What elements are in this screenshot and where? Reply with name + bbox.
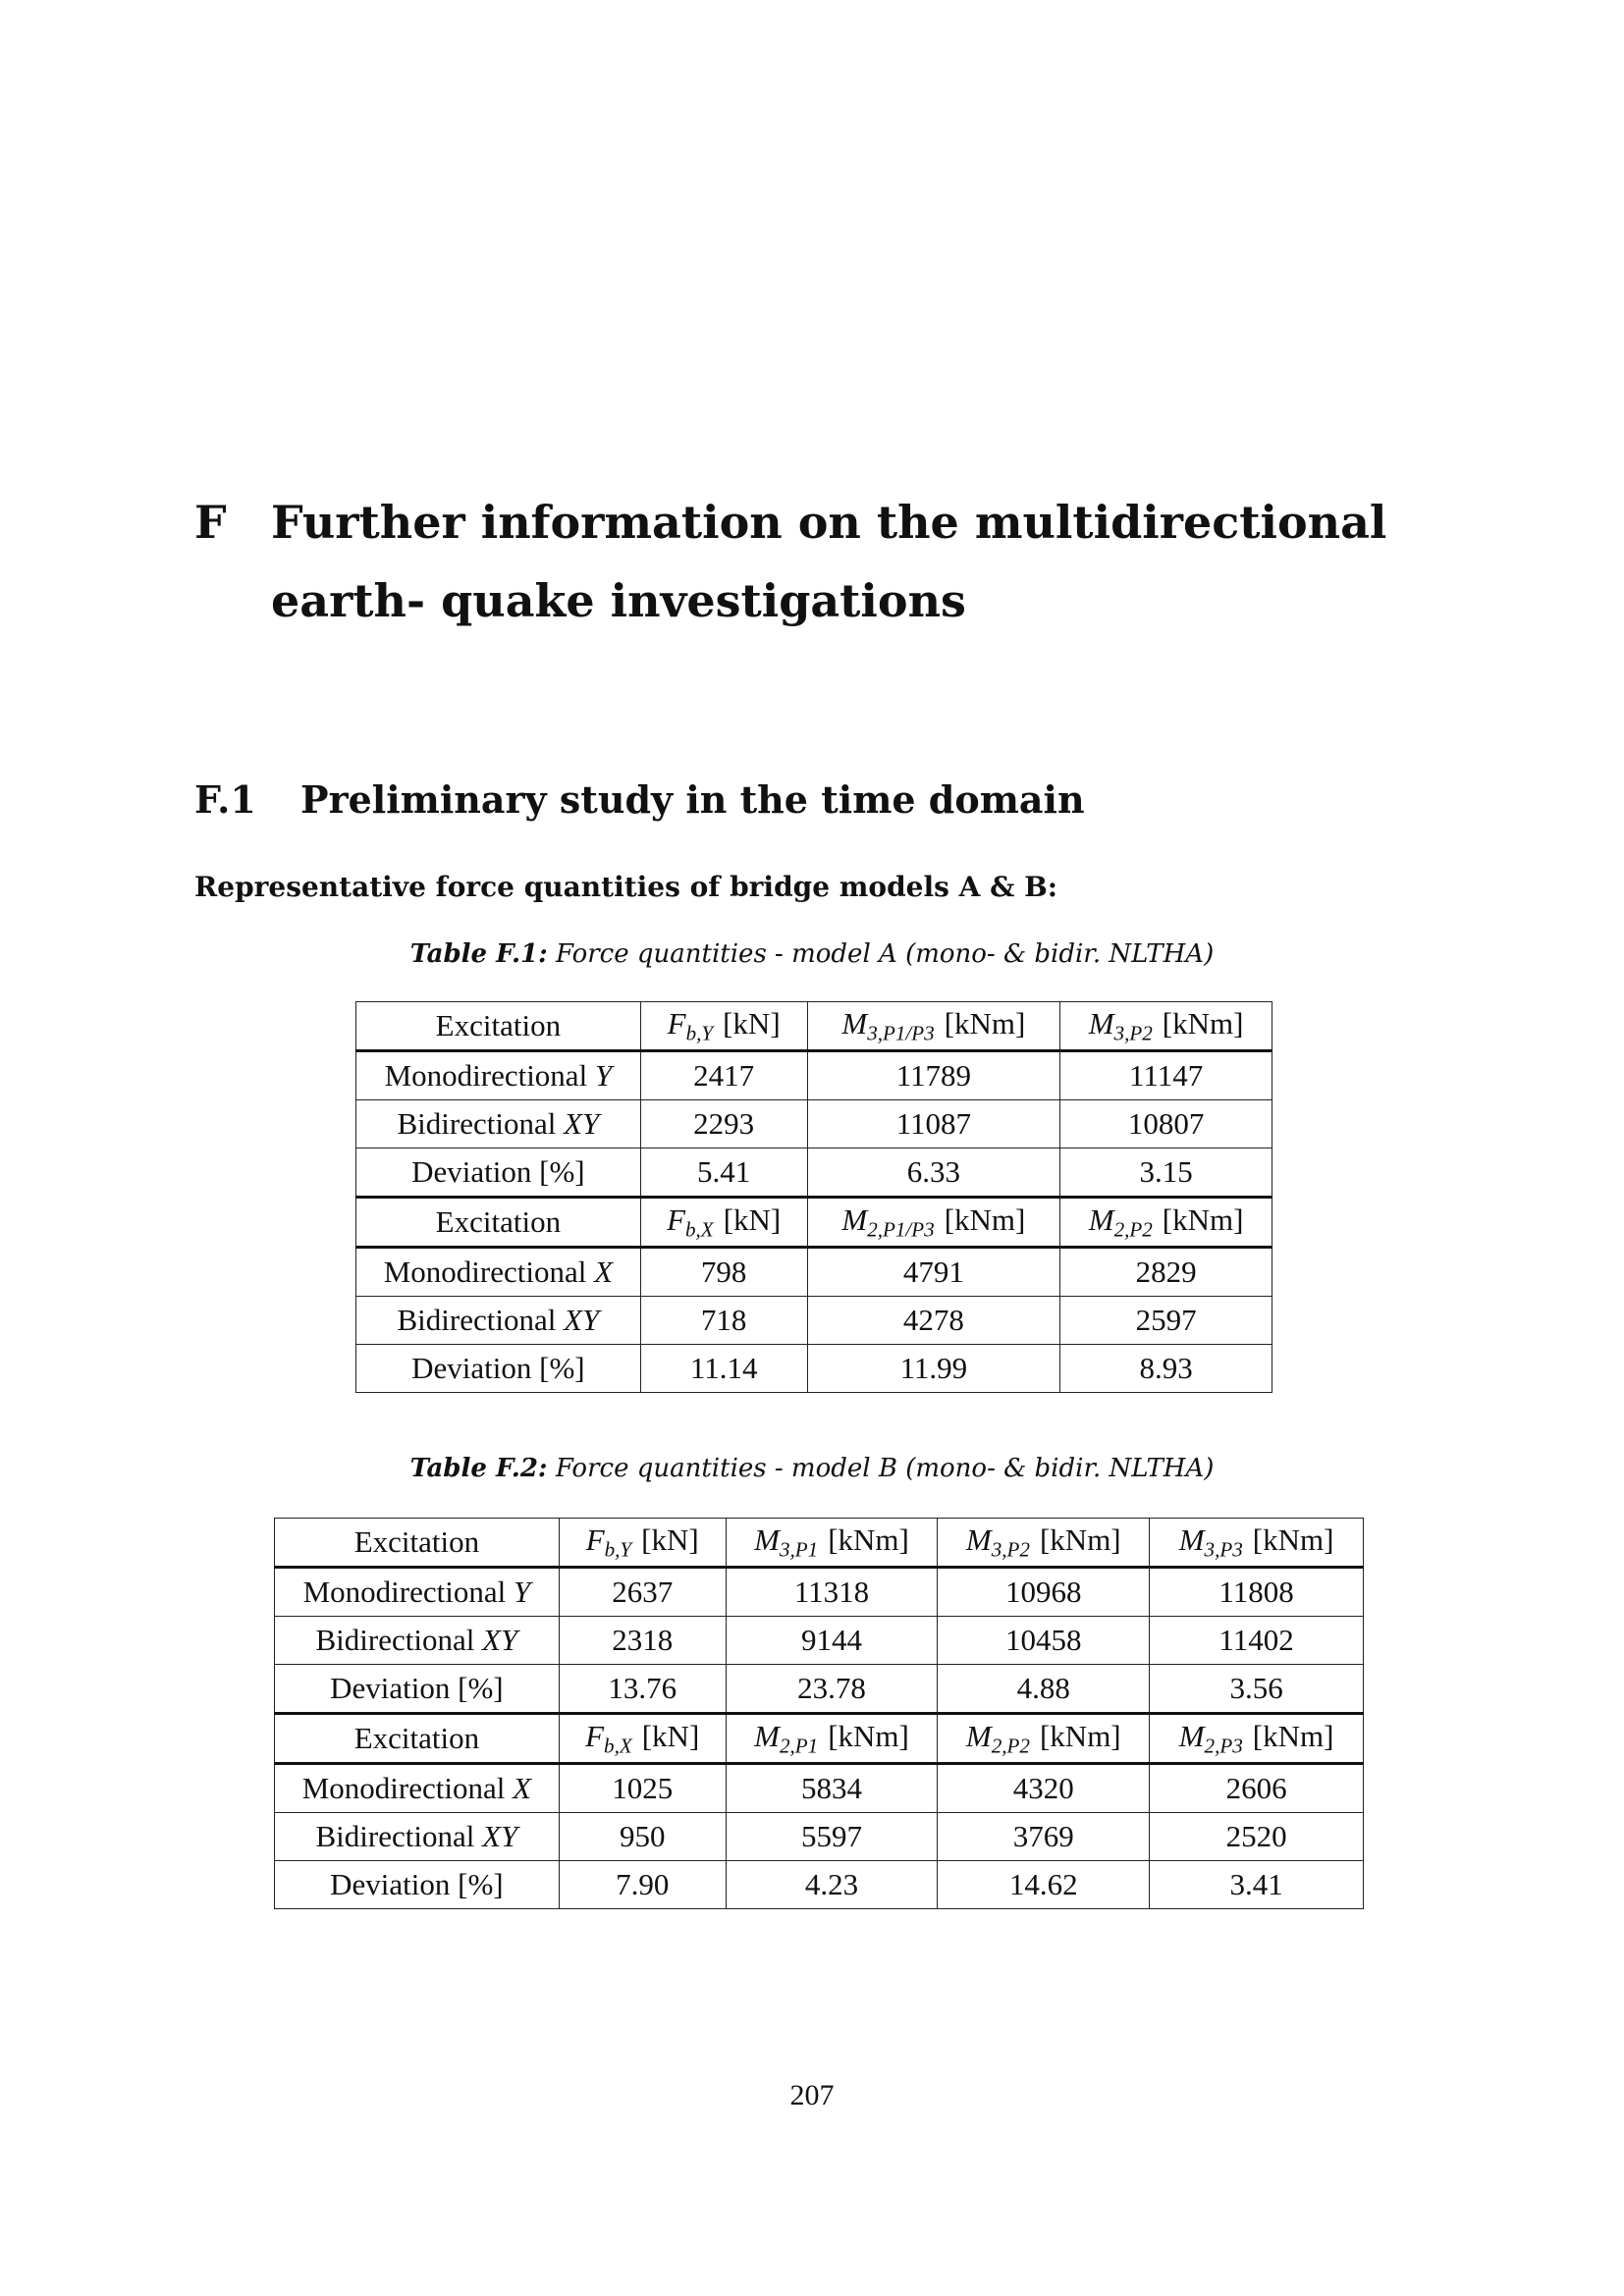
row-label: Deviation [%]	[411, 1351, 585, 1385]
value-cell: 1025	[559, 1764, 726, 1813]
quantity-symbol	[1178, 1718, 1243, 1758]
table-row	[275, 1665, 1364, 1714]
table-row	[356, 1248, 1272, 1297]
table-header-row	[275, 1519, 1364, 1568]
value-cell: 10807	[1060, 1100, 1272, 1148]
quantity-base: M	[1088, 1201, 1114, 1237]
quantity-subscript: 3,P2	[991, 1537, 1030, 1562]
row-label: Monodirectional	[384, 1058, 595, 1093]
value-cell: 6.33	[807, 1148, 1060, 1198]
value-cell: 950	[559, 1813, 726, 1861]
row-direction: Y	[513, 1575, 531, 1609]
quantity-unit: [kNm]	[1162, 1005, 1244, 1041]
value-cell: 4.88	[938, 1665, 1150, 1714]
column-header-quantity	[1060, 1002, 1272, 1051]
value-cell: 7.90	[559, 1861, 726, 1909]
quantity-unit: [kN]	[723, 1201, 782, 1237]
row-direction: X	[594, 1255, 614, 1289]
section-title: Preliminary study in the time domain	[300, 777, 1085, 822]
quantity-symbol	[585, 1718, 632, 1758]
column-header-quantity	[640, 1198, 807, 1248]
table-row	[356, 1051, 1272, 1100]
table-row	[275, 1861, 1364, 1909]
table-row	[356, 1297, 1272, 1345]
column-header-quantity	[938, 1519, 1150, 1568]
quantity-unit: [kNm]	[1039, 1718, 1121, 1753]
quantity-base: M	[841, 1005, 868, 1041]
row-label-cell	[275, 1665, 560, 1714]
table-f1	[355, 1001, 1272, 1393]
value-cell: 11808	[1150, 1568, 1364, 1617]
row-label-cell	[356, 1345, 641, 1393]
table-f2	[274, 1518, 1364, 1909]
column-header-quantity	[640, 1002, 807, 1051]
value-cell: 4791	[807, 1248, 1060, 1297]
column-header-quantity	[726, 1714, 938, 1764]
column-header-excitation	[275, 1714, 560, 1764]
quantity-subscript: 2,P2	[991, 1734, 1030, 1758]
column-header-excitation	[356, 1198, 641, 1248]
row-direction: Y	[594, 1058, 613, 1093]
value-cell: 718	[640, 1297, 807, 1345]
value-cell: 8.93	[1060, 1345, 1272, 1393]
value-cell: 798	[640, 1248, 807, 1297]
quantity-subscript: 3,P1	[779, 1537, 819, 1562]
column-header-excitation	[275, 1519, 560, 1568]
value-cell: 3.41	[1150, 1861, 1364, 1909]
quantity-base: M	[841, 1201, 868, 1237]
table-f2-caption-text: Force quantities - model B (mono- & bidir. NLTHA)	[555, 1454, 1215, 1483]
table-f1-caption-text: Force quantities - model A (mono- & bidir. NLTHA)	[555, 939, 1215, 969]
quantity-unit: [kNm]	[828, 1522, 909, 1557]
value-cell: 2829	[1060, 1248, 1272, 1297]
row-label-cell	[356, 1248, 641, 1297]
column-header-quantity	[807, 1198, 1060, 1248]
value-cell: 2637	[559, 1568, 726, 1617]
row-label: Deviation [%]	[330, 1671, 504, 1705]
value-cell: 5.41	[640, 1148, 807, 1198]
value-cell: 2417	[640, 1051, 807, 1100]
table-header-row	[356, 1002, 1272, 1051]
value-cell: 4320	[938, 1764, 1150, 1813]
column-header-quantity	[559, 1519, 726, 1568]
value-cell: 3.15	[1060, 1148, 1272, 1198]
quantity-unit: [kN]	[641, 1522, 699, 1557]
quantity-subscript: 2,P1	[779, 1734, 819, 1758]
section-number: F.1	[194, 777, 256, 822]
quantity-symbol	[754, 1522, 819, 1562]
row-label: Deviation [%]	[411, 1154, 585, 1189]
quantity-unit: [kNm]	[1252, 1522, 1334, 1557]
row-label: Bidirectional	[315, 1819, 483, 1853]
row-label: Bidirectional	[315, 1623, 483, 1657]
quantity-subscript: b,Y	[685, 1021, 714, 1045]
value-cell: 3.56	[1150, 1665, 1364, 1714]
row-label-cell	[356, 1297, 641, 1345]
row-direction: XY	[564, 1106, 600, 1141]
quantity-symbol	[754, 1718, 819, 1758]
table-row	[275, 1568, 1364, 1617]
column-header-quantity	[807, 1002, 1060, 1051]
quantity-base: F	[585, 1522, 605, 1557]
row-label: Bidirectional	[397, 1303, 565, 1337]
column-header-quantity	[1150, 1519, 1364, 1568]
value-cell: 13.76	[559, 1665, 726, 1714]
quantity-unit: [kNm]	[944, 1005, 1026, 1041]
quantity-base: M	[965, 1718, 992, 1753]
quantity-symbol	[1178, 1522, 1243, 1562]
quantity-base: M	[754, 1718, 780, 1753]
row-direction: XY	[482, 1819, 518, 1853]
table-f2-caption-label: Table F.2:	[409, 1454, 548, 1483]
row-label-cell	[275, 1568, 560, 1617]
value-cell: 23.78	[726, 1665, 938, 1714]
header-label: Excitation	[435, 1008, 562, 1042]
quantity-unit: [kNm]	[944, 1201, 1026, 1237]
row-label-cell	[275, 1764, 560, 1813]
column-header-quantity	[1150, 1714, 1364, 1764]
table-f2-caption	[0, 1451, 1624, 1486]
quantity-base: M	[754, 1522, 780, 1557]
value-cell: 2293	[640, 1100, 807, 1148]
quantity-base: F	[667, 1005, 686, 1041]
paragraph-heading: Representative force quantities of bridge models A & B:	[194, 871, 1058, 903]
row-direction: XY	[482, 1623, 518, 1657]
quantity-base: M	[1178, 1718, 1205, 1753]
value-cell: 11147	[1060, 1051, 1272, 1100]
row-label: Monodirectional	[301, 1771, 514, 1805]
chapter-title: Further information on the multidirectional earth- quake investigations	[271, 496, 1387, 627]
value-cell: 4278	[807, 1297, 1060, 1345]
row-label-cell	[275, 1813, 560, 1861]
quantity-unit: [kNm]	[1252, 1718, 1334, 1753]
value-cell: 11318	[726, 1568, 938, 1617]
quantity-base: M	[965, 1522, 992, 1557]
value-cell: 2597	[1060, 1297, 1272, 1345]
row-label-cell	[356, 1051, 641, 1100]
value-cell: 14.62	[938, 1861, 1150, 1909]
column-header-quantity	[559, 1714, 726, 1764]
value-cell: 11087	[807, 1100, 1060, 1148]
value-cell: 11.99	[807, 1345, 1060, 1393]
quantity-unit: [kN]	[641, 1718, 700, 1753]
column-header-quantity	[726, 1519, 938, 1568]
quantity-subscript: 3,P1/P3	[867, 1021, 935, 1045]
table-row	[275, 1617, 1364, 1665]
quantity-symbol	[667, 1005, 714, 1045]
table-f1-block-x	[356, 1198, 1272, 1393]
quantity-symbol	[841, 1201, 935, 1242]
column-header-excitation	[356, 1002, 641, 1051]
quantity-base: M	[1178, 1522, 1205, 1557]
quantity-subscript: b,X	[604, 1734, 632, 1758]
quantity-symbol	[667, 1201, 714, 1242]
table-row	[275, 1764, 1364, 1813]
table-f1-block-y	[356, 1002, 1272, 1198]
value-cell: 11402	[1150, 1617, 1364, 1665]
quantity-subscript: 3,P2	[1113, 1021, 1153, 1045]
quantity-base: M	[1088, 1005, 1114, 1041]
quantity-subscript: 2,P1/P3	[867, 1217, 935, 1242]
quantity-unit: [kNm]	[1039, 1522, 1121, 1557]
header-label: Excitation	[435, 1204, 562, 1239]
value-cell: 2520	[1150, 1813, 1364, 1861]
header-label: Excitation	[353, 1721, 480, 1755]
table-f2-block-x	[275, 1714, 1364, 1909]
quantity-unit: [kN]	[723, 1005, 781, 1041]
value-cell: 11.14	[640, 1345, 807, 1393]
table-f1-caption	[0, 936, 1624, 972]
quantity-subscript: 3,P3	[1204, 1537, 1243, 1562]
row-label: Monodirectional	[302, 1575, 514, 1609]
table-row	[275, 1813, 1364, 1861]
row-label: Bidirectional	[397, 1106, 565, 1141]
table-row	[356, 1100, 1272, 1148]
quantity-symbol	[841, 1005, 935, 1045]
table-row	[356, 1345, 1272, 1393]
table-header-row	[275, 1714, 1364, 1764]
table-f2-block-y	[275, 1519, 1364, 1714]
quantity-subscript: 2,P2	[1113, 1217, 1153, 1242]
quantity-symbol	[965, 1522, 1030, 1562]
value-cell: 5834	[726, 1764, 938, 1813]
chapter-number: F	[194, 496, 227, 549]
page-number: 207	[789, 2079, 835, 2111]
quantity-symbol	[1088, 1005, 1153, 1045]
table-row	[356, 1148, 1272, 1198]
table-header-row	[356, 1198, 1272, 1248]
column-header-quantity	[938, 1714, 1150, 1764]
quantity-unit: [kNm]	[828, 1718, 909, 1753]
quantity-symbol	[965, 1718, 1030, 1758]
column-header-quantity	[1060, 1198, 1272, 1248]
value-cell: 4.23	[726, 1861, 938, 1909]
row-label-cell	[356, 1100, 641, 1148]
value-cell: 10968	[938, 1568, 1150, 1617]
row-direction: X	[513, 1771, 532, 1805]
header-label: Excitation	[353, 1524, 480, 1559]
row-label-cell	[275, 1861, 560, 1909]
row-label-cell	[356, 1148, 641, 1198]
value-cell: 2606	[1150, 1764, 1364, 1813]
quantity-subscript: 2,P3	[1204, 1734, 1243, 1758]
quantity-subscript: b,X	[685, 1217, 714, 1242]
value-cell: 3769	[938, 1813, 1150, 1861]
row-label: Monodirectional	[383, 1255, 595, 1289]
row-direction: XY	[564, 1303, 600, 1337]
table-f1-caption-label: Table F.1:	[409, 939, 548, 969]
quantity-unit: [kNm]	[1162, 1201, 1244, 1237]
row-label-cell	[275, 1617, 560, 1665]
value-cell: 11789	[807, 1051, 1060, 1100]
value-cell: 10458	[938, 1617, 1150, 1665]
quantity-subscript: b,Y	[604, 1537, 632, 1562]
quantity-symbol	[1088, 1201, 1153, 1242]
value-cell: 9144	[726, 1617, 938, 1665]
quantity-base: F	[585, 1718, 605, 1753]
value-cell: 5597	[726, 1813, 938, 1861]
quantity-symbol	[585, 1522, 632, 1562]
row-label: Deviation [%]	[330, 1867, 504, 1901]
value-cell: 2318	[559, 1617, 726, 1665]
quantity-base: F	[667, 1201, 685, 1237]
